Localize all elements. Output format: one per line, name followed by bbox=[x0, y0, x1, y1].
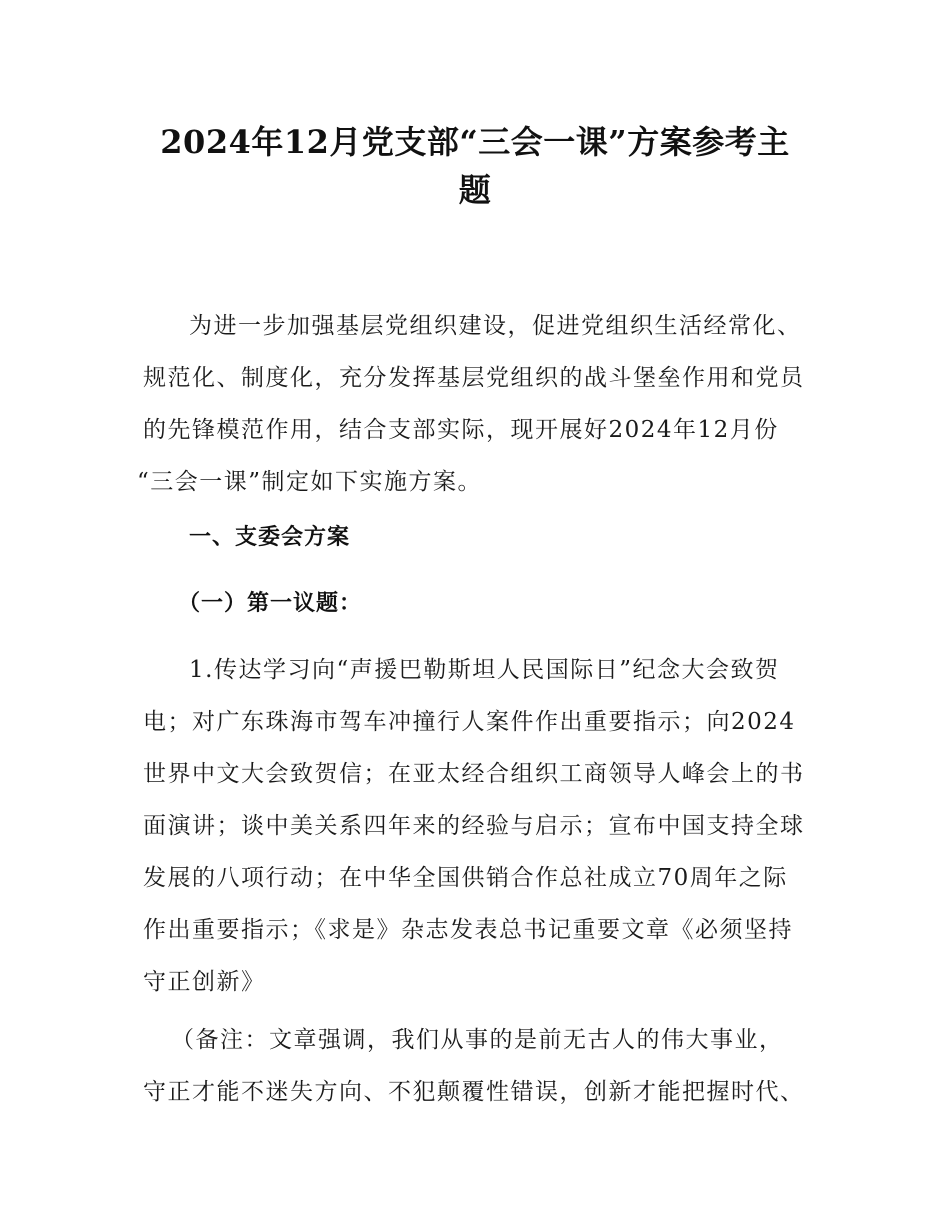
note-paragraph bbox=[143, 1014, 815, 1118]
item-1-paragraph bbox=[143, 644, 815, 1008]
item-1-line-7: 守正创新》 bbox=[143, 969, 266, 995]
item-1-line-3: 世界中文大会致贺信；在亚太经合组织工商领导人峰会上的书 bbox=[143, 761, 805, 787]
title-line-2: 题 bbox=[458, 171, 492, 209]
title-line-1: 2024年12月党支部“三会一课”方案参考主 bbox=[160, 123, 790, 161]
intro-line-2: 规范化、制度化，充分发挥基层党组织的战斗堡垒作用和党员 bbox=[143, 365, 805, 391]
item-1-line-1: 1.传达学习向“声援巴勒斯坦人民国际日”纪念大会致贺 bbox=[189, 657, 780, 683]
note-line-2: 守正才能不迷失方向、不犯颠覆性错误，创新才能把握时代、 bbox=[143, 1079, 805, 1105]
intro-line-4: “三会一课”制定如下实施方案。 bbox=[137, 469, 483, 495]
item-1-line-6: 作出重要指示；《求是》杂志发表总书记重要文章《必须坚持 bbox=[143, 917, 793, 943]
item-1-line-2: 电；对广东珠海市驾车冲撞行人案件作出重要指示；向2024 bbox=[143, 709, 796, 735]
subsection-heading-first-topic: （一）第一议题： bbox=[178, 591, 363, 616]
document-title bbox=[140, 118, 810, 214]
intro-line-3: 的先锋模范作用，结合支部实际，现开展好2024年12月份 bbox=[143, 417, 779, 443]
intro-paragraph bbox=[137, 300, 815, 508]
section-heading-committee: 一、支委会方案 bbox=[189, 525, 351, 550]
note-line-1: （备注：文章强调，我们从事的是前无古人的伟大事业， bbox=[171, 1027, 784, 1053]
item-1-line-5: 发展的八项行动；在中华全国供销合作总社成立70周年之际 bbox=[143, 865, 788, 891]
intro-line-1: 为进一步加强基层党组织建设，促进党组织生活经常化、 bbox=[189, 313, 802, 339]
item-1-line-4: 面演讲；谈中美关系四年来的经验与启示；宣布中国支持全球 bbox=[143, 813, 805, 839]
